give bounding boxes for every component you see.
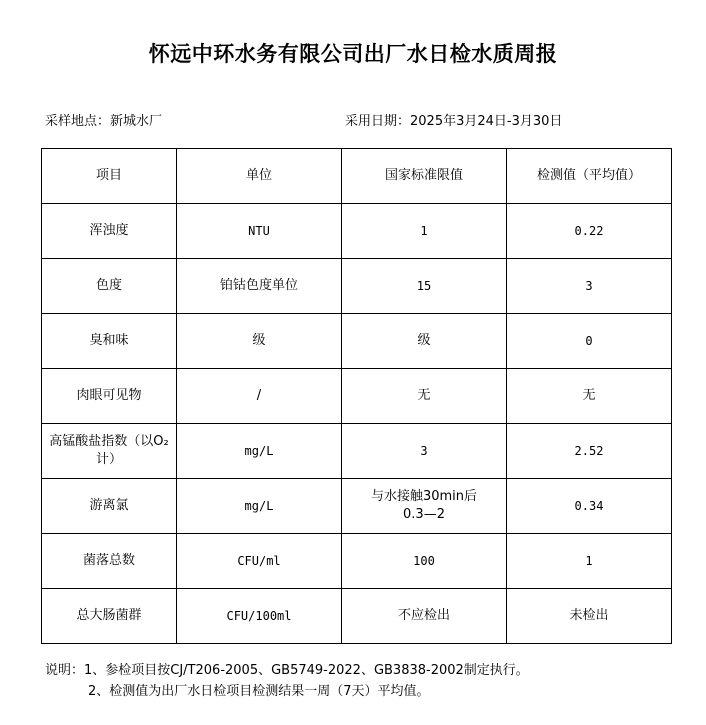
table-row (42, 534, 672, 589)
cell-unit: / (177, 369, 342, 424)
cell-value: 无 (507, 369, 672, 424)
cell-unit: CFU/100ml (177, 589, 342, 644)
table-row (42, 589, 672, 644)
table-row (42, 369, 672, 424)
cell-limit: 级 (342, 314, 507, 369)
cell-limit: 3 (342, 424, 507, 479)
cell-value: 3 (507, 259, 672, 314)
cell-unit: 铂钴色度单位 (177, 259, 342, 314)
note-line-2: 2、检测值为出厂水日检项目检测结果一周（7天）平均值。 (88, 684, 430, 699)
cell-value: 未检出 (507, 589, 672, 644)
cell-value: 0.34 (507, 479, 672, 534)
cell-item: 总大肠菌群 (42, 589, 177, 644)
cell-limit: 不应检出 (342, 589, 507, 644)
cell-limit: 与水接触30min后0.3—2 (342, 479, 507, 534)
table-row (42, 479, 672, 534)
table-row (42, 259, 672, 314)
cell-limit: 15 (342, 259, 507, 314)
cell-unit: 级 (177, 314, 342, 369)
cell-limit: 1 (342, 204, 507, 259)
cell-item: 浑浊度 (42, 204, 177, 259)
cell-value: 0.22 (507, 204, 672, 259)
cell-item: 菌落总数 (42, 534, 177, 589)
cell-unit: CFU/ml (177, 534, 342, 589)
note-line-1: 说明：1、参检项目按CJ/T206-2005、GB5749-2022、GB3838-2002制定执行。 (45, 663, 529, 678)
cell-value: 2.52 (507, 424, 672, 479)
header-value: 检测值（平均值） (507, 149, 672, 204)
report-title: 怀远中环水务有限公司出厂水日检水质周报 (148, 42, 558, 66)
cell-item: 高锰酸盐指数（以O₂计） (42, 424, 177, 479)
cell-limit: 无 (342, 369, 507, 424)
cell-unit: mg/L (177, 424, 342, 479)
table-header-row (42, 149, 672, 204)
cell-value: 0 (507, 314, 672, 369)
cell-unit: NTU (177, 204, 342, 259)
cell-limit: 100 (342, 534, 507, 589)
cell-item: 臭和味 (42, 314, 177, 369)
cell-value: 1 (507, 534, 672, 589)
cell-item: 色度 (42, 259, 177, 314)
table-row (42, 424, 672, 479)
water-quality-table (41, 148, 672, 644)
sampling-site: 采样地点：新城水厂 (45, 114, 163, 129)
sampling-date: 采用日期：2025年3月24日-3月30日 (345, 114, 563, 129)
table-row (42, 204, 672, 259)
table-row (42, 314, 672, 369)
cell-item: 肉眼可见物 (42, 369, 177, 424)
header-limit: 国家标准限值 (342, 149, 507, 204)
cell-unit: mg/L (177, 479, 342, 534)
header-unit: 单位 (177, 149, 342, 204)
header-item: 项目 (42, 149, 177, 204)
notes (45, 660, 529, 702)
cell-item: 游离氯 (42, 479, 177, 534)
